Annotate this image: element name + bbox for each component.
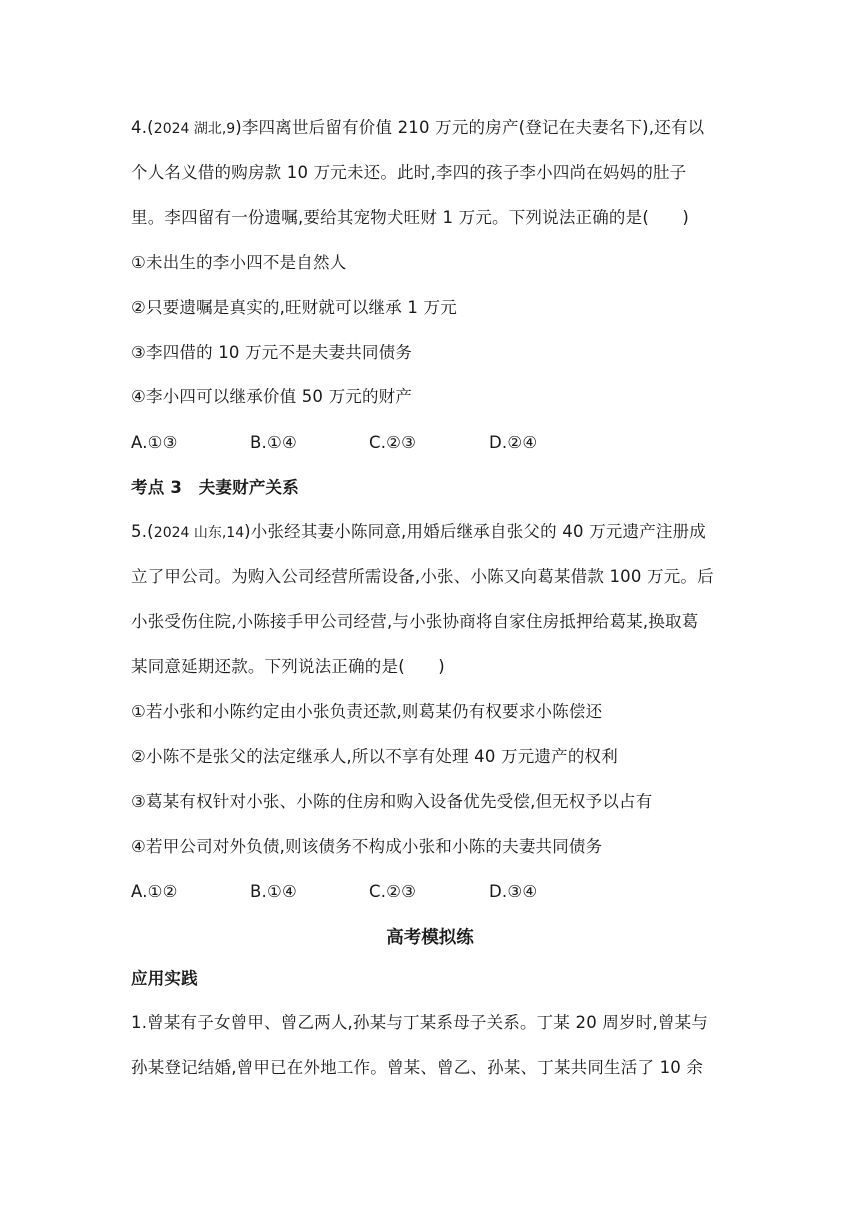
q4-option-c: C.②③ <box>369 433 417 452</box>
q5-stem-line-4: 某同意延期还款。下列说法正确的是( ) <box>131 657 445 676</box>
q5-option-a: A.①② <box>131 882 178 901</box>
q4-statement-1: ①未出生的李小四不是自然人 <box>131 253 347 272</box>
q4-stem-line-1 <box>131 117 731 140</box>
q4-source: 2024 湖北,9 <box>153 121 236 137</box>
q4-statement-4: ④李小四可以继承价值 50 万元的财产 <box>131 387 413 406</box>
q5-number: 5.( <box>131 522 154 541</box>
q5-stem-line-1 <box>131 521 731 544</box>
q4-stem-line-2: 个人名义借的购房款 10 万元未还。此时,李四的孩子李小四尚在妈妈的肚子 <box>131 163 687 182</box>
q5-option-c: C.②③ <box>369 882 417 901</box>
q5-stem-line-2: 立了甲公司。为购入公司经营所需设备,小张、小陈又向葛某借款 100 万元。后 <box>131 567 714 586</box>
mock-q1-line-1: 1.曾某有子女曾甲、曾乙两人,孙某与丁某系母子关系。丁某 20 周岁时,曾某与 <box>131 1013 709 1032</box>
q5-options <box>131 881 731 903</box>
q4-option-a: A.①③ <box>131 433 178 452</box>
q5-option-d: D.③④ <box>489 882 538 901</box>
q5-statement-1: ①若小张和小陈约定由小张负责还款,则葛某仍有权要求小陈偿还 <box>131 702 603 721</box>
q5-statement-4: ④若甲公司对外负债,则该债务不构成小张和小陈的夫妻共同债务 <box>131 837 603 856</box>
mock-subheading: 应用实践 <box>131 969 198 988</box>
q4-stem-text: )李四离世后留有价值 210 万元的房产(登记在夫妻名下),还有以 <box>235 118 705 137</box>
q4-option-b: B.①④ <box>250 433 297 452</box>
mock-section-title: 高考模拟练 <box>386 928 474 948</box>
mock-q1-line-2: 孙某登记结婚,曾甲已在外地工作。曾某、曾乙、孙某、丁某共同生活了 10 余 <box>131 1058 704 1077</box>
section-heading-3: 考点 3 夫妻财产关系 <box>131 478 299 497</box>
q5-option-b: B.①④ <box>250 882 297 901</box>
q4-options <box>131 432 731 454</box>
q5-statement-2: ②小陈不是张父的法定继承人,所以不享有处理 40 万元遗产的权利 <box>131 747 618 766</box>
q4-number: 4.( <box>131 118 154 137</box>
q5-statement-3: ③葛某有权针对小张、小陈的住房和购入设备优先受偿,但无权予以占有 <box>131 792 653 811</box>
q4-option-d: D.②④ <box>489 433 538 452</box>
q5-stem-text: )小张经其妻小陈同意,用婚后继承自张父的 40 万元遗产注册成 <box>244 522 706 541</box>
q5-stem-line-3: 小张受伤住院,小陈接手甲公司经营,与小张协商将自家住房抵押给葛某,换取葛 <box>131 612 699 631</box>
q4-statement-2: ②只要遗嘱是真实的,旺财就可以继承 1 万元 <box>131 298 457 317</box>
q4-stem-line-3: 里。李四留有一份遗嘱,要给其宠物犬旺财 1 万元。下列说法正确的是( ) <box>131 208 690 227</box>
q5-source: 2024 山东,14 <box>153 525 245 541</box>
q4-statement-3: ③李四借的 10 万元不是夫妻共同债务 <box>131 343 413 362</box>
